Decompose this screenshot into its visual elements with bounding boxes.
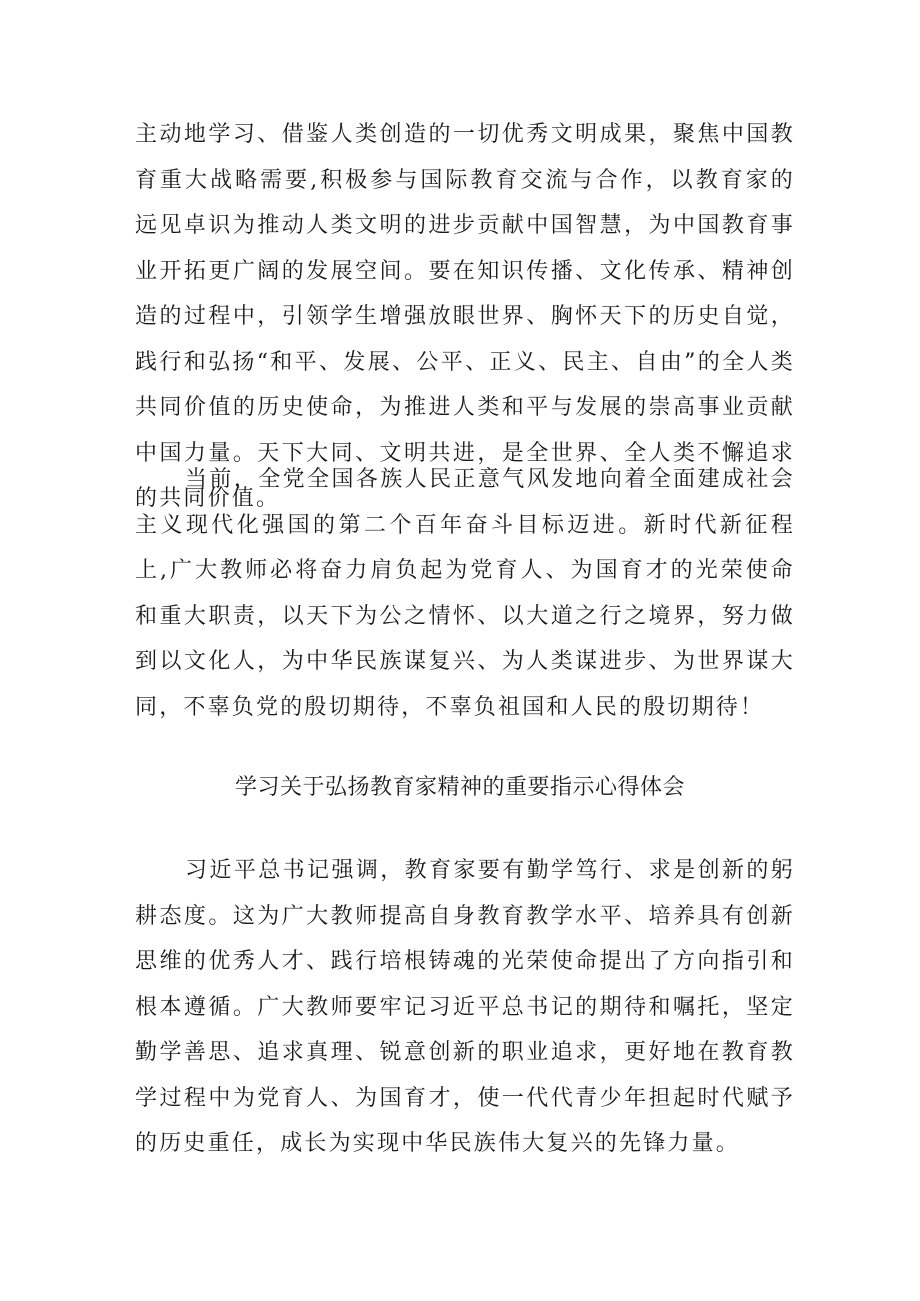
body-paragraph-1: 主动地学习、借鉴人类创造的一切优秀文明成果，聚焦中国教育重大战略需要,积极参与国际教育交流与合作，以教育家的远见卓识为推动人类文明的进步贡献中国智慧，为中国教育事业开拓更广阔的发展空间。要在知识传播、文化传承、精神创造的过程中，引领学生增强放眼世界、胸怀天下的历史自觉，践行和弘扬“和平、发展、公平、正义、民主、自由”的全人类共同价值的历史使命，为推进人类和平与发展的崇高事业贡献中国力量。天下大同、文明共进，是全世界、全人类不懈追求的共同价值。 [135,122,795,511]
body-paragraph-2: 当前，全党全国各族人民正意气风发地向着全面建成社会主义现代化强国的第二个百年奋斗目标迈进。新时代新征程上,广大教师必将奋力肩负起为党育人、为国育才的光荣使命和重大职责，以天下为公之情怀、以大道之行之境界，努力做到以文化人，为中华民族谋复兴、为人类谋进步、为世界谋大同，不辜负党的殷切期待，不辜负祖国和人民的殷切期待！ [135,467,795,720]
body-paragraph-3: 习近平总书记强调，教育家要有勤学笃行、求是创新的躬耕态度。这为广大教师提高自身教育教学水平、培养具有创新思维的优秀人才、践行培根铸魂的光荣使命提出了方向指引和根本遵循。广大教师要牢记习近平总书记的期待和嘱托，坚定勤学善思、追求真理、锐意创新的职业追求，更好地在教育教学过程中为党育人、为国育才，使一代代青少年担起时代赋予的历史重任，成长为实现中华民族伟大复兴的先锋力量。 [135,858,795,1156]
section-title: 学习关于弘扬教育家精神的重要指示心得体会 [234,775,685,800]
